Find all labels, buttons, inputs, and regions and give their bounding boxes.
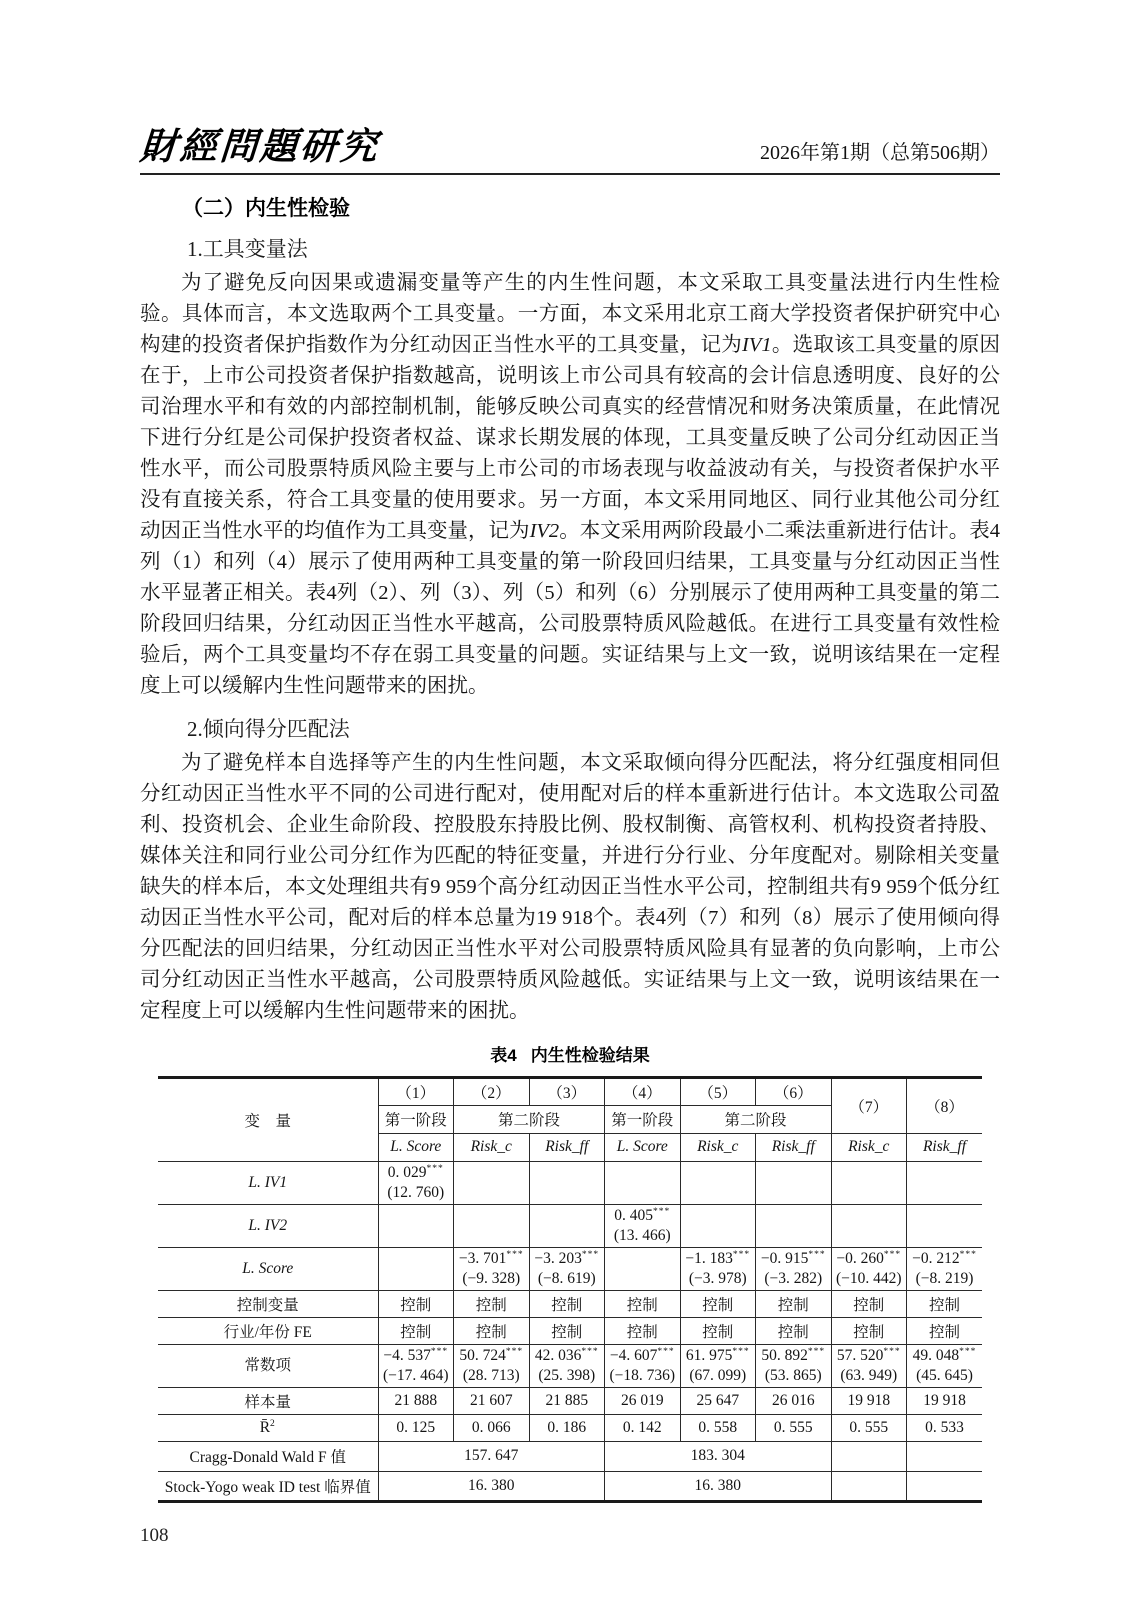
table-cell [831,1441,907,1471]
table-cell: 控制 [605,1317,681,1344]
journal-logo: 財經問題研究 [138,124,382,168]
table-row [158,1414,982,1441]
table-cell: 控制 [680,1317,756,1344]
table-cell: 控制 [605,1290,681,1317]
column-number: （7） [831,1077,907,1133]
table-cell: 21 607 [454,1387,530,1414]
table-cell [756,1204,832,1247]
table-cell [605,1161,681,1204]
table-cell: −0. 212*** (−8. 219) [907,1247,983,1290]
table-cell [605,1247,681,1290]
stage-header: 第二阶段 [454,1105,605,1133]
table-cell: 0. 066 [454,1414,530,1441]
table-cell: −1. 183*** (−3. 978) [680,1247,756,1290]
table-cell: −0. 260*** (−10. 442) [831,1247,907,1290]
table-cell: 控制 [756,1317,832,1344]
table-cell: 42. 036*** (25. 398) [529,1344,605,1387]
table-cell: −3. 701*** (−9. 328) [454,1247,530,1290]
dependent-variable-header: L. Score [378,1133,454,1161]
table-cell: 61. 975*** (67. 099) [680,1344,756,1387]
table-row [158,1317,982,1344]
table-cell: 控制 [454,1317,530,1344]
subsection-heading-1: 1.工具变量法 [187,236,308,261]
table-cell: 控制 [907,1317,983,1344]
stage-header: 第一阶段 [378,1105,454,1133]
table-cell: −4. 607*** (−18. 736) [605,1344,681,1387]
column-number: （3） [529,1077,605,1105]
paragraph-text: 为了避免反向因果或遗漏变量等产生的内生性问题，本文采取工具变量法进行内生性检验。具体而言，本文选取两个工具变量。一方面，本文采用北京工商大学投资者保护研究中心构建的投资者保护指数作为分红动因正当性水平的工具变量，记为 [140,271,1000,356]
dependent-variable-header: Risk_c [680,1133,756,1161]
column-number: （8） [907,1077,983,1133]
table-cell: 0. 555 [831,1414,907,1441]
table-cell: 0. 029*** (12. 760) [378,1161,454,1204]
row-label: 行业/年份 FE [158,1317,378,1344]
table-cell [907,1204,983,1247]
table-body [158,1161,982,1501]
table-cell [907,1441,983,1471]
table-cell: 50. 892*** (53. 865) [756,1344,832,1387]
table-cell: 0. 186 [529,1414,605,1441]
paragraph-text: 。本文采用两阶段最小二乘法重新进行估计。表4列（1）和列（4）展示了使用两种工具变量的第一阶段回归结果，工具变量与分红动因正当性水平显著正相关。表4列（2）、列（3）、列（5）和列（6）分别展示了使用两种工具变量的第二阶段回归结果，分红动因正当性水平越高，公司股票特质风险越低。在进行工具变量有效性检验后，两个工具变量均不存在弱工具变量的问题。实证结果与上文一致，说明该结果在一定程度上可以缓解内生性问题带来的困扰。 [140,519,1001,697]
stage-header: 第二阶段 [680,1105,831,1133]
variable-column-header: 变 量 [158,1077,378,1161]
page-header [140,126,1000,167]
table-cell: 控制 [831,1317,907,1344]
table-row [158,1161,982,1204]
table-cell [756,1161,832,1204]
row-label: L. Score [158,1247,378,1290]
table-cell [378,1247,454,1290]
table-cell: 19 918 [831,1387,907,1414]
section-heading: （二）内生性检验 [182,196,350,220]
table-row [158,1290,982,1317]
table-row [158,1387,982,1414]
table-cell: 183. 304 [605,1441,832,1471]
column-number: （4） [605,1077,681,1105]
table-cell: 19 918 [907,1387,983,1414]
table-cell [454,1161,530,1204]
paragraph-text: 。选取该工具变量的原因在于，上市公司投资者保护指数越高，说明该上市公司具有较高的会计信息透明度、良好的公司治理水平和有效的内部控制机制，能够反映公司真实的经营情况和财务决策质量，在此情况下进行分红是公司保护投资者权益、谋求长期发展的体现，工具变量反映了公司分红动因正当性水平，而公司股票特质风险主要与上市公司的市场表现与收益波动有关，与投资者保护水平没有直接关系，符合工具变量的使用要求。另一方面，本文采用同地区、同行业其他公司分红动因正当性水平的均值作为工具变量，记为 [140,333,1001,542]
row-label: L. IV2 [158,1204,378,1247]
table-cell [831,1161,907,1204]
header-rule [140,173,1000,175]
column-number: （6） [756,1077,832,1105]
table-cell: 57. 520*** (63. 949) [831,1344,907,1387]
table-title [140,1041,1000,1066]
table-caption: 内生性检验结果 [530,1045,650,1065]
table-row [158,1247,982,1290]
table-cell [454,1204,530,1247]
table-cell [831,1471,907,1501]
table-cell [907,1161,983,1204]
table-number: 表4 [490,1045,517,1065]
paragraph-instrumental-variable [140,268,1000,702]
table-cell [680,1204,756,1247]
table-cell [831,1204,907,1247]
column-number: （2） [454,1077,530,1105]
table-cell: 0. 555 [756,1414,832,1441]
table-row [158,1344,982,1387]
table-row [158,1471,982,1501]
table-cell: 0. 405*** (13. 466) [605,1204,681,1247]
table-row [158,1441,982,1471]
table-cell: 21 885 [529,1387,605,1414]
table-cell: 控制 [454,1290,530,1317]
table-cell: 控制 [529,1290,605,1317]
iv2-variable-label: IV2 [529,519,560,542]
table-cell [907,1471,983,1501]
column-number: （1） [378,1077,454,1105]
table-cell: −3. 203*** (−8. 619) [529,1247,605,1290]
table-cell [378,1204,454,1247]
table-cell: 25 647 [680,1387,756,1414]
table-cell: 控制 [756,1290,832,1317]
table-cell: 50. 724*** (28. 713) [454,1344,530,1387]
table-cell: 控制 [680,1290,756,1317]
table-cell: 0. 142 [605,1414,681,1441]
table-cell [529,1161,605,1204]
table-cell: 控制 [378,1317,454,1344]
table-cell: −4. 537*** (−17. 464) [378,1344,454,1387]
row-label: R̄$^2$ [158,1414,378,1441]
stage-header: 第一阶段 [605,1105,681,1133]
table-row [158,1204,982,1247]
table-cell: 控制 [378,1290,454,1317]
table-cell: 16. 380 [605,1471,832,1501]
issue-info: 2026年第1期（总第506期） [760,141,1000,164]
dependent-variable-header: Risk_ff [529,1133,605,1161]
table-cell: 21 888 [378,1387,454,1414]
table-header-row-numbers [158,1077,982,1105]
row-label: Cragg-Donald Wald F 值 [158,1441,378,1471]
table-cell: 0. 125 [378,1414,454,1441]
dependent-variable-header: Risk_c [454,1133,530,1161]
table-cell: 157. 647 [378,1441,605,1471]
table-cell [680,1161,756,1204]
dependent-variable-header: L. Score [605,1133,681,1161]
table-cell: 控制 [831,1290,907,1317]
endogeneity-results-table [158,1076,982,1503]
table-cell: 0. 558 [680,1414,756,1441]
table-cell: −0. 915*** (−3. 282) [756,1247,832,1290]
dependent-variable-header: Risk_ff [907,1133,983,1161]
table-cell: 16. 380 [378,1471,605,1501]
table-cell: 26 019 [605,1387,681,1414]
iv1-variable-label: IV1 [742,333,772,356]
subsection-heading-2: 2.倾向得分匹配法 [187,716,350,741]
row-label: L. IV1 [158,1161,378,1204]
table-cell: 26 016 [756,1387,832,1414]
paragraph-psm: 为了避免样本自选择等产生的内生性问题，本文采取倾向得分匹配法，将分红强度相同但分红动因正当性水平不同的公司进行配对，使用配对后的样本重新进行估计。本文选取公司盈利、投资机会、企业生命阶段、控股股东持股比例、股权制衡、高管权利、机构投资者持股、媒体关注和同行业公司分红作为匹配的特征变量，并进行分行业、分年度配对。剔除相关变量缺失的样本后，本文处理组共有9 959个高分红动因正当性水平公司，控制组共有9 959个低分红动因正当性水平公司，配对后的样本总量为19 918个。表4列（7）和列（8）展示了使用倾向得分匹配法的回归结果，分红动因正当性水平对公司股票特质风险具有显著的负向影响，上市公司分红动因正当性水平越高，公司股票特质风险越低。实证结果与上文一致，说明该结果在一定程度上可以缓解内生性问题带来的困扰。 [140,751,1000,1022]
table-cell [529,1204,605,1247]
dependent-variable-header: Risk_ff [756,1133,832,1161]
row-label: 常数项 [158,1344,378,1387]
table-cell: 0. 533 [907,1414,983,1441]
column-number: （5） [680,1077,756,1105]
row-label: Stock-Yogo weak ID test 临界值 [158,1471,378,1501]
row-label: 样本量 [158,1387,378,1414]
table-cell: 49. 048*** (45. 645) [907,1344,983,1387]
row-label: 控制变量 [158,1290,378,1317]
dependent-variable-header: Risk_c [831,1133,907,1161]
table-cell: 控制 [529,1317,605,1344]
table-cell: 控制 [907,1290,983,1317]
page-number: 108 [140,1524,169,1546]
